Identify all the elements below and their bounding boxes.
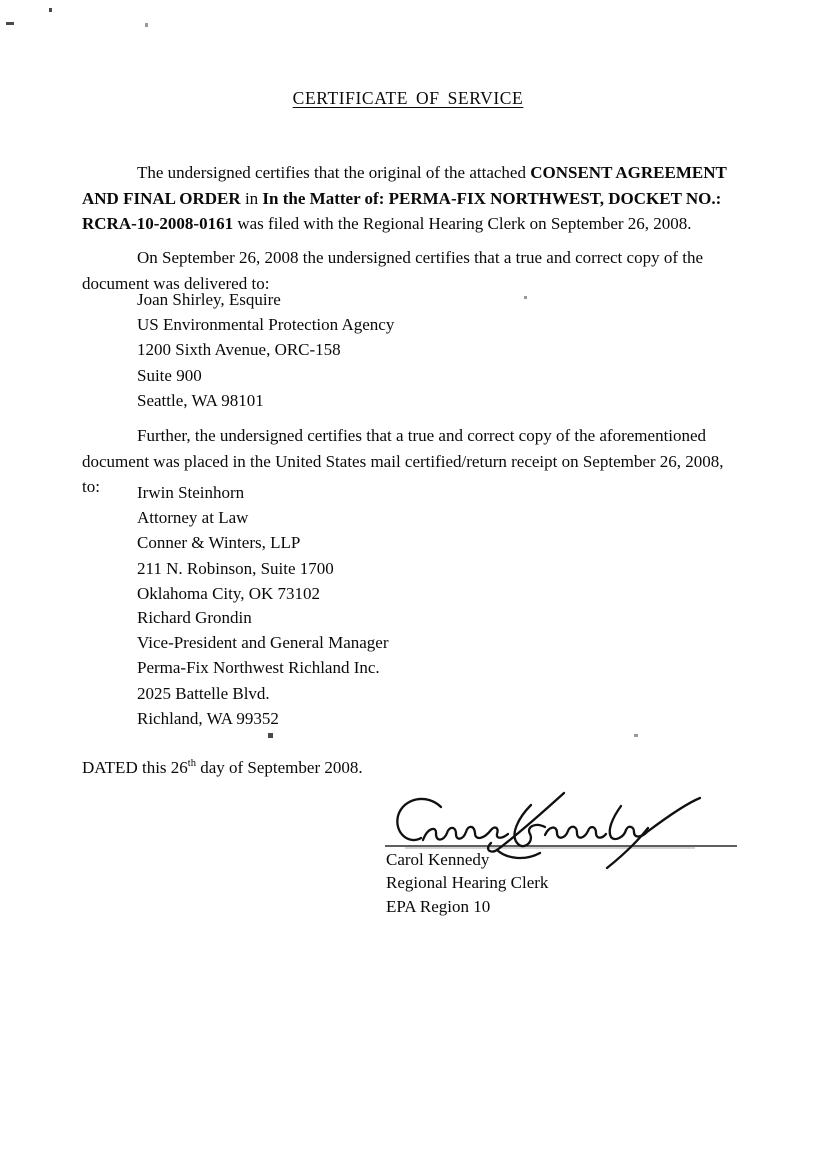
filing-text-2: in [240, 188, 263, 208]
recipient-line: Richard Grondin [137, 608, 252, 627]
signature-block [386, 848, 548, 918]
paragraph-filing [82, 160, 744, 237]
signatory-org: EPA Region 10 [386, 896, 491, 916]
recipient-line: Irwin Steinhorn [137, 483, 245, 502]
dated-line [82, 758, 363, 778]
recipient-line: Conner & Winters, LLP [137, 533, 301, 553]
signatory-name: Carol Kennedy [386, 850, 490, 869]
recipient-line: Vice-President and General Manager [137, 633, 389, 653]
scan-artifact [49, 8, 52, 12]
certificate-title [0, 88, 816, 109]
recipient-line: Oklahoma City, OK 73102 [137, 583, 321, 603]
date-ordinal-superscript: th [187, 758, 196, 769]
filing-consent-agreement-bold: CONSENT AGREEMENT AND FINAL ORDER [82, 163, 727, 208]
scan-artifact [6, 22, 14, 25]
paragraph-delivery: On September 26, 2008 the undersigned certifies that a true and correct copy of the document was delivered to: [82, 248, 703, 293]
recipient-block-grondin [137, 605, 389, 731]
filing-text-3: was filed with the Regional Hearing Clerk on September 26, 2008. [233, 214, 692, 233]
filing-matter-docket-bold: In the Matter of: PERMA-FIX NORTHWEST, DOCKET NO.: RCRA-10-2008-0161 [82, 188, 722, 233]
paragraph-mailing: Further, the undersigned certifies that a true and correct copy of the aforementioned document was placed in the United States mail certified/return receipt on September 26, 2008, to: [82, 426, 724, 496]
scan-artifact [524, 296, 527, 299]
recipient-line: Seattle, WA 98101 [137, 390, 264, 410]
dated-prefix: DATED this 26 [82, 758, 188, 777]
dated-suffix: day of September 2008. [195, 758, 363, 777]
filing-text-1: The undersigned certifies that the original of the attached [137, 163, 531, 182]
recipient-line: Attorney at Law [137, 508, 249, 528]
recipient-line: US Environmental Protection Agency [137, 315, 395, 335]
signatory-role: Regional Hearing Clerk [386, 873, 549, 893]
recipient-line: Perma-Fix Northwest Richland Inc. [137, 658, 380, 678]
recipient-block-steinhorn [137, 480, 334, 606]
recipient-line: Richland, WA 99352 [137, 708, 279, 728]
recipient-line: Joan Shirley, Esquire [137, 290, 281, 309]
recipient-line: 2025 Battelle Blvd. [137, 683, 270, 703]
recipient-block-epa [137, 287, 394, 413]
certificate-title-text: CERTIFICATE OF SERVICE [292, 88, 524, 108]
scan-artifact [634, 734, 638, 737]
recipient-line: Suite 900 [137, 365, 202, 385]
recipient-line: 1200 Sixth Avenue, ORC-158 [137, 340, 341, 360]
scan-artifact [268, 733, 273, 738]
recipient-line: 211 N. Robinson, Suite 1700 [137, 558, 334, 578]
scan-artifact [145, 23, 148, 27]
